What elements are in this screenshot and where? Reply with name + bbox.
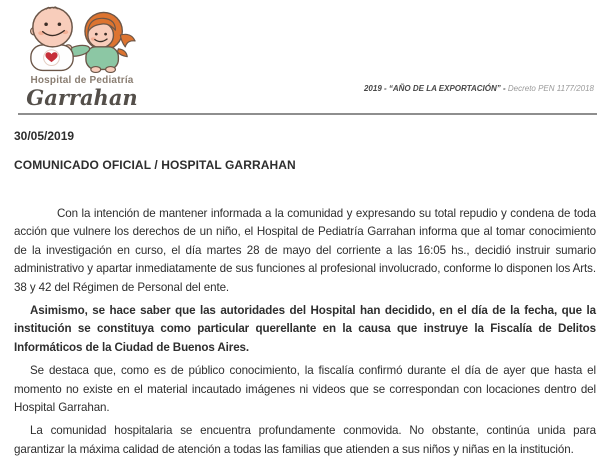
document-body [14,129,596,464]
decree-text: Decreto PEN 1177/2018 [507,84,594,93]
paragraph-4: La comunidad hospitalaria se encuentra profundamente conmovida. No obstante, continúa unida para garantizar la máxima calidad de atención a todas las familias que atienden a sus niños y niñas en la institución. [14,424,596,456]
paragraph-2: Asimismo, se hace saber que las autoridades del Hospital han decidido, en el día de la fecha, que la institución se constituya como particular querellante en la causa que instruye la Fiscalía de Delitos Informáticos de la Ciudad de Buenos Aires. [14,304,596,354]
logo-brand-name: Garrahan [26,85,138,110]
logo-tagline: Hospital de Pediatría [30,75,134,86]
document-title: COMUNICADO OFICIAL / HOSPITAL GARRAHAN [14,158,296,172]
year-motto-text: 2019 - “AÑO DE LA EXPORTACIÓN” - [363,84,506,93]
letterhead-motto [364,84,594,93]
garrahan-kids-logo-icon [23,5,141,73]
document-date: 30/05/2019 [14,129,75,143]
letterhead-divider [18,113,597,115]
paragraph-3: Se destaca que, como es de público conocimiento, la fiscalía confirmó durante el día de ayer que hasta el momento no existe en el material incautado imágenes ni videos que se correspondan con locaciones dentro del Hospital Garrahan. [14,364,596,415]
paragraph-1: Con la intención de mantener informada a la comunidad y expresando su total repudio y condena de toda acción que vulnere los derechos de un niño, el Hospital de Pediatría Garrahan informa que al tomar conocimiento de la investigación en curso, el día martes 28 de mayo del corriente a las 16:05 hs., decidió instruir sumario administrativo y apartar inmediatamente de sus funciones al profesional involucrado, conforme lo disponen los Arts. 38 y 42 del Régimen de Personal del ente. [14,207,596,294]
hospital-logo [18,5,146,109]
